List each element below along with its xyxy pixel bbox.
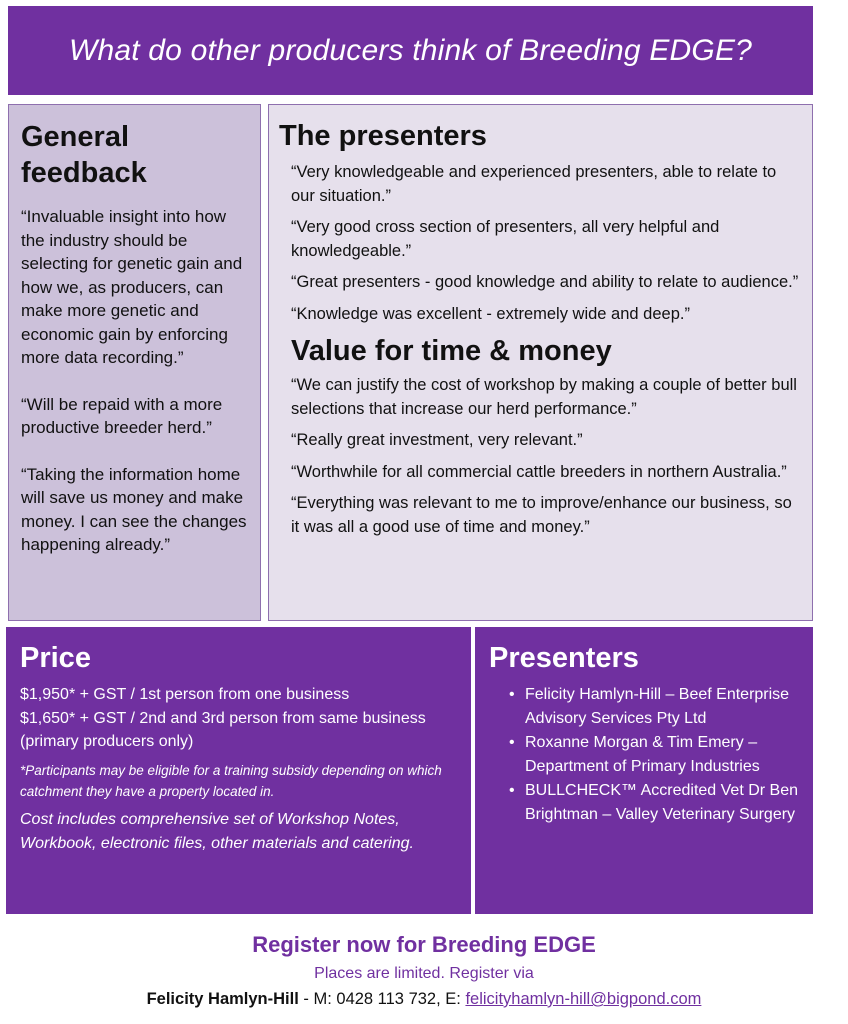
- cost-includes: Cost includes comprehensive set of Workshop Notes, Workbook, electronic files, other materials and catering.: [20, 810, 414, 852]
- heading-line: General: [21, 121, 129, 153]
- presenters-value-panel: [268, 104, 813, 621]
- presenter-name: Felicity Hamlyn-Hill – Beef Enterprise Advisory Services Pty Ltd: [525, 686, 790, 727]
- general-feedback-heading: [21, 119, 248, 191]
- bullet-icon: •: [509, 734, 515, 751]
- bullet-icon: •: [509, 686, 515, 703]
- price-panel: [6, 627, 471, 914]
- register-heading: Register now for Breeding EDGE: [252, 932, 596, 957]
- presenter-item: [509, 731, 799, 779]
- presenter-item: [509, 779, 799, 827]
- value-quote: “We can justify the cost of workshop by making a couple of better bull selections that increase our herd performance.”: [291, 376, 797, 418]
- bullet-icon: •: [509, 782, 515, 799]
- subsidy-note: *Participants may be eligible for a training subsidy depending on which catchment they have a property located in.: [20, 762, 442, 799]
- presenter-quote: “Very good cross section of presenters, all very helpful and knowledgeable.”: [291, 218, 720, 260]
- heading-line: feedback: [21, 157, 147, 189]
- registration-footer: [0, 928, 848, 1012]
- value-quote: “Really great investment, very relevant.”: [291, 431, 583, 449]
- places-limited-text: Places are limited. Register via: [314, 965, 534, 982]
- contact-name: Felicity Hamlyn-Hill: [146, 990, 299, 1008]
- feedback-quote: “Will be repaid with a more productive breeder herd.”: [21, 394, 223, 437]
- contact-line: [0, 986, 848, 1012]
- value-quote: “Everything was relevant to me to improve/enhance our business, so it was all a good use of time and money.”: [291, 494, 792, 536]
- presenters-list-heading: Presenters: [489, 642, 639, 674]
- value-heading: Value for time & money: [291, 335, 612, 367]
- presenter-item: [509, 683, 799, 731]
- page-title: What do other producers think of Breeding EDGE?: [68, 33, 753, 67]
- header-banner: [8, 6, 813, 95]
- presenter-quote: “Great presenters - good knowledge and ability to relate to audience.”: [291, 273, 799, 291]
- general-feedback-panel: [8, 104, 261, 621]
- contact-details: - M: 0428 113 732, E:: [298, 990, 466, 1008]
- presenter-name: Roxanne Morgan & Tim Emery – Department of Primary Industries: [525, 734, 760, 775]
- price-heading: Price: [20, 642, 91, 674]
- presenter-quote: “Very knowledgeable and experienced presenters, able to relate to our situation.”: [291, 163, 777, 205]
- presenters-heading: The presenters: [279, 120, 487, 152]
- price-line-additional: $1,650* + GST / 2nd and 3rd person from same business (primary producers only): [20, 709, 426, 750]
- value-quote: “Worthwhile for all commercial cattle breeders in northern Australia.”: [291, 462, 787, 481]
- presenter-name: BULLCHECK™ Accredited Vet Dr Ben Brightman – Valley Veterinary Surgery: [525, 782, 799, 823]
- presenters-list-panel: [475, 627, 813, 914]
- email-link[interactable]: felicityhamlyn-hill@bigpond.com: [465, 990, 702, 1008]
- feedback-quote: “Invaluable insight into how the industry should be selecting for genetic gain and how we, as producers, can make more genetic and economic gain by enforcing more data recording.”: [21, 207, 243, 367]
- feedback-quote: “Taking the information home will save us money and make money. I can see the changes happening already.”: [21, 464, 247, 554]
- presenters-list: [489, 683, 799, 827]
- presenter-quote: “Knowledge was excellent - extremely wide and deep.”: [291, 304, 690, 323]
- price-line-first: $1,950* + GST / 1st person from one business: [20, 686, 350, 703]
